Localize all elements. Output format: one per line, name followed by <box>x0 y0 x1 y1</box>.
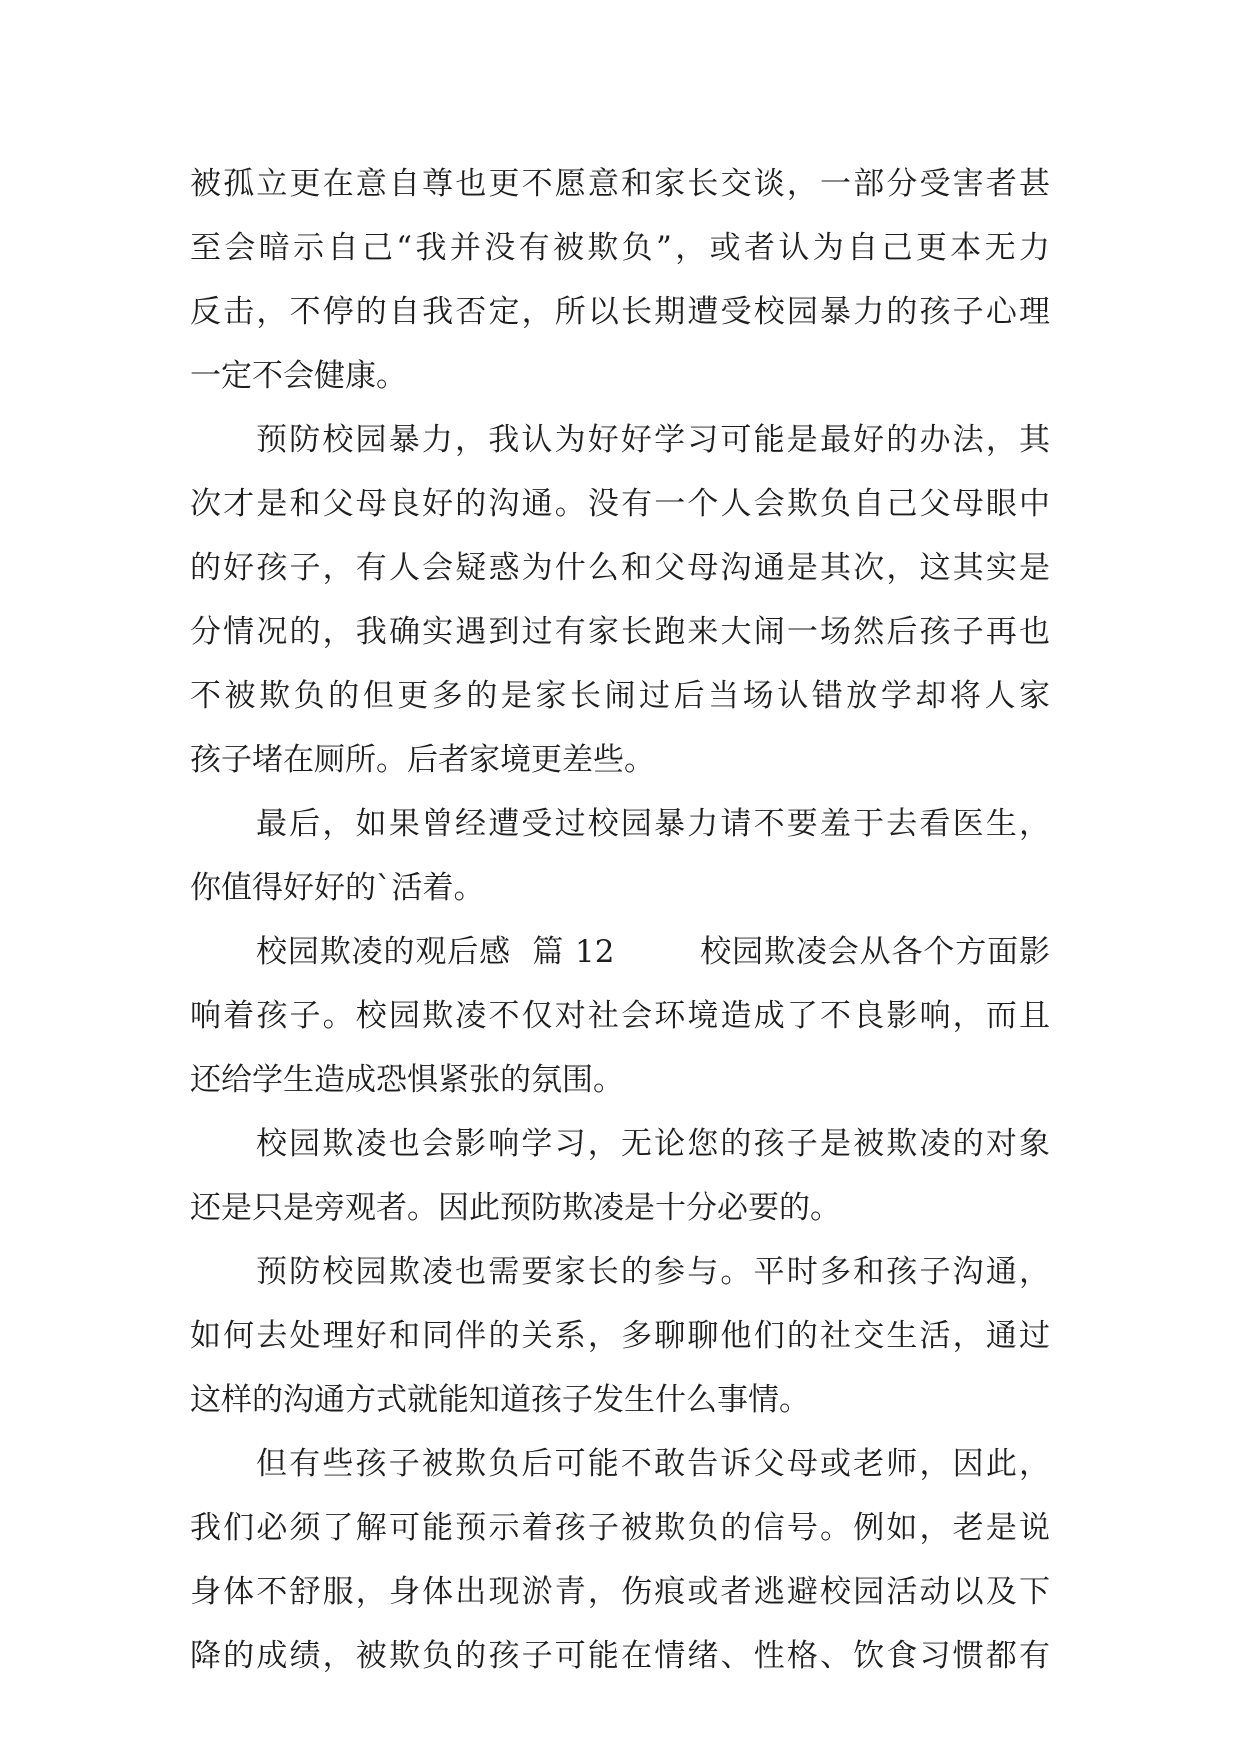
paragraph-6 <box>190 1240 1050 1432</box>
paragraph-line: 至会暗示自己“我并没有被欺负”，或者认为自己更本无力 <box>190 230 1050 266</box>
paragraph-line: 校园欺凌也会影响学习，无论您的孩子是被欺凌的对象 <box>256 1126 1050 1162</box>
paragraph-line: 身体不舒服，身体出现淤青，伤痕或者逃避校园活动以及下 <box>190 1574 1050 1610</box>
paragraph-2 <box>190 408 1050 792</box>
paragraph-line: 响着孩子。校园欺凌不仅对社会环境造成了不良影响，而且 <box>190 998 1050 1034</box>
paragraph-1 <box>190 152 1050 408</box>
paragraph-line: 分情况的，我确实遇到过有家长跑来大闹一场然后孩子再也 <box>190 614 1050 650</box>
paragraph-line: 但有些孩子被欺负后可能不敢告诉父母或老师，因此， <box>256 1446 1050 1482</box>
paragraph-line: 还给学生造成恐惧紧张的氛围。 <box>190 1062 624 1098</box>
paragraph-line: 次才是和父母良好的沟通。没有一个人会欺负自己父母眼中 <box>190 486 1050 522</box>
section-heading-line: 校园欺凌的观后感 篇 12 校园欺凌会从各个方面影 <box>256 934 1050 970</box>
paragraph-line: 预防校园欺凌也需要家长的参与。平时多和孩子沟通， <box>256 1254 1050 1290</box>
paragraph-5 <box>190 1112 1050 1240</box>
paragraph-line: 我们必须了解可能预示着孩子被欺负的信号。例如，老是说 <box>190 1510 1050 1546</box>
paragraph-line: 最后，如果曾经遭受过校园暴力请不要羞于去看医生， <box>256 806 1050 842</box>
paragraph-line: 孩子堵在厕所。后者家境更差些。 <box>190 742 655 778</box>
paragraph-line: 反击，不停的自我否定，所以长期遭受校园暴力的孩子心理 <box>190 294 1050 330</box>
paragraph-line: 降的成绩，被欺负的孩子可能在情绪、性格、饮食习惯都有 <box>190 1638 1050 1674</box>
document-body <box>190 152 1050 1688</box>
paragraph-line: 还是只是旁观者。因此预防欺凌是十分必要的。 <box>190 1190 841 1226</box>
paragraph-line: 你值得好好的`活着。 <box>190 870 485 906</box>
paragraph-line: 被孤立更在意自尊也更不愿意和家长交谈，一部分受害者甚 <box>190 166 1050 202</box>
paragraph-line: 如何去处理好和同伴的关系，多聊聊他们的社交生活，通过 <box>190 1318 1050 1354</box>
paragraph-4-section-heading <box>190 920 1050 1112</box>
paragraph-7 <box>190 1432 1050 1688</box>
paragraph-line: 预防校园暴力，我认为好好学习可能是最好的办法，其 <box>256 422 1050 458</box>
paragraph-line: 一定不会健康。 <box>190 358 407 394</box>
paragraph-3 <box>190 792 1050 920</box>
paragraph-line: 这样的沟通方式就能知道孩子发生什么事情。 <box>190 1382 810 1418</box>
paragraph-line: 的好孩子，有人会疑惑为什么和父母沟通是其次，这其实是 <box>190 550 1050 586</box>
paragraph-line: 不被欺负的但更多的是家长闹过后当场认错放学却将人家 <box>190 678 1050 714</box>
